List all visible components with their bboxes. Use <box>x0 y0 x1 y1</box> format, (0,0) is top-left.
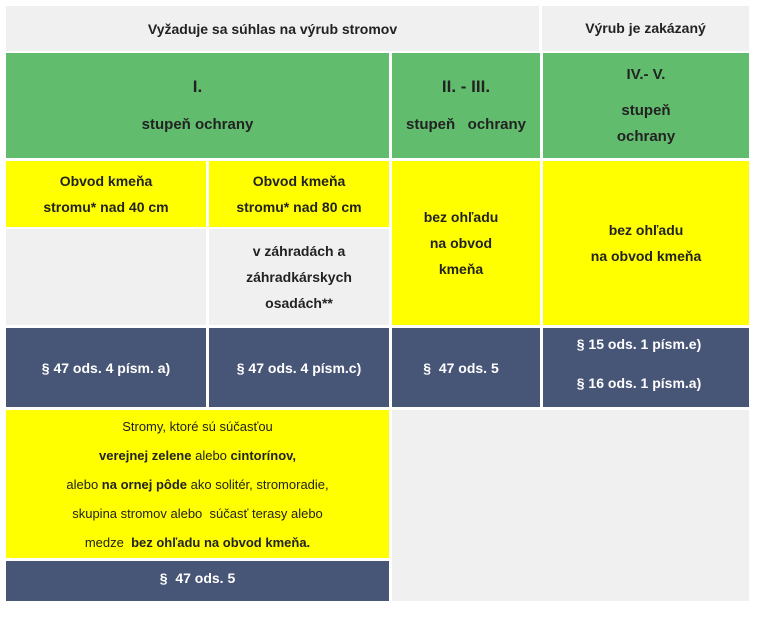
note-or-2: alebo <box>66 476 102 492</box>
note-line2 <box>99 441 296 470</box>
degree-4-5-number: IV.- V. <box>626 65 666 83</box>
degree-4-5-label-2: ochrany <box>616 127 676 145</box>
condition-80-line2: stromu* nad 80 cm <box>236 199 362 215</box>
regardless-2-3-line1: bez ohľadu <box>423 209 499 225</box>
paragraph-47-5-note-text: § 47 ods. 5 <box>159 570 236 586</box>
note-bold-regardless: bez ohľadu na obvod kmeňa. <box>131 534 311 550</box>
header-felling-prohibited <box>542 6 749 51</box>
regardless-2-3-line2: na obvod <box>429 235 493 251</box>
paragraph-47-4-c <box>209 328 389 407</box>
note-balk: medze <box>84 534 132 550</box>
condition-80-line1: Obvod kmeňa <box>252 173 346 189</box>
condition-40-line2: stromu* nad 40 cm <box>43 199 169 215</box>
condition-gardens <box>209 229 389 325</box>
condition-40-line1: Obvod kmeňa <box>59 173 153 189</box>
note-bold-public-greenery: verejnej zelene <box>98 447 192 463</box>
paragraph-15-16 <box>543 328 749 407</box>
paragraph-15-text: § 15 ods. 1 písm.e) <box>576 336 702 352</box>
degree-4-5-cell <box>543 53 749 158</box>
gardens-line3: osadách** <box>265 295 333 311</box>
note-line3 <box>66 470 328 499</box>
header-prohibited-text: Výrub je zakázaný <box>585 20 706 36</box>
note-solitary: ako solitér, stromoradie, <box>187 476 329 492</box>
degree-2-3-label: stupeň ochrany <box>405 115 527 133</box>
condition-regardless-2-3 <box>392 161 540 325</box>
degree-1-cell <box>6 53 389 158</box>
paragraph-47-5 <box>392 328 540 407</box>
note-bold-cemeteries: cintorínov, <box>230 447 297 463</box>
header-consent-required <box>6 6 539 51</box>
note-line5 <box>85 528 310 557</box>
degree-2-3-number: II. - III. <box>441 76 491 96</box>
paragraph-47-5-note <box>6 561 389 601</box>
condition-circumference-80 <box>209 161 389 227</box>
degree-4-5-label-1: stupeň <box>621 101 671 119</box>
note-or-1: alebo <box>191 447 231 463</box>
paragraph-47-4-a-text: § 47 ods. 4 písm. a) <box>41 359 171 376</box>
regardless-4-5-line1: bez ohľadu <box>608 222 684 238</box>
gardens-line1: v záhradách a <box>252 243 346 259</box>
paragraph-47-5-text: § 47 ods. 5 <box>423 359 499 376</box>
paragraph-47-4-c-text: § 47 ods. 4 písm.c) <box>236 359 362 376</box>
degree-1-number: I. <box>192 76 203 96</box>
paragraph-16-text: § 16 ods. 1 písm.a) <box>576 375 702 391</box>
condition-empty-cell <box>6 229 206 325</box>
regardless-2-3-line3: kmeňa <box>438 261 484 277</box>
note-line1: Stromy, ktoré sú súčasťou <box>122 418 273 434</box>
note-line4: skupina stromov alebo súčasť terasy alebo <box>72 505 323 521</box>
gardens-line2: záhradkárskych <box>246 269 352 285</box>
note-bold-arable-land: na ornej pôde <box>101 476 188 492</box>
header-consent-text: Vyžaduje sa súhlas na výrub stromov <box>147 20 398 37</box>
condition-circumference-40 <box>6 161 206 227</box>
note-public-greenery <box>6 410 389 558</box>
degree-2-3-cell <box>392 53 540 158</box>
paragraph-47-4-a <box>6 328 206 407</box>
condition-regardless-4-5 <box>543 161 749 325</box>
regardless-4-5-line2: na obvod kmeňa <box>590 248 702 264</box>
empty-area <box>392 410 749 601</box>
degree-1-label: stupeň ochrany <box>141 115 254 133</box>
